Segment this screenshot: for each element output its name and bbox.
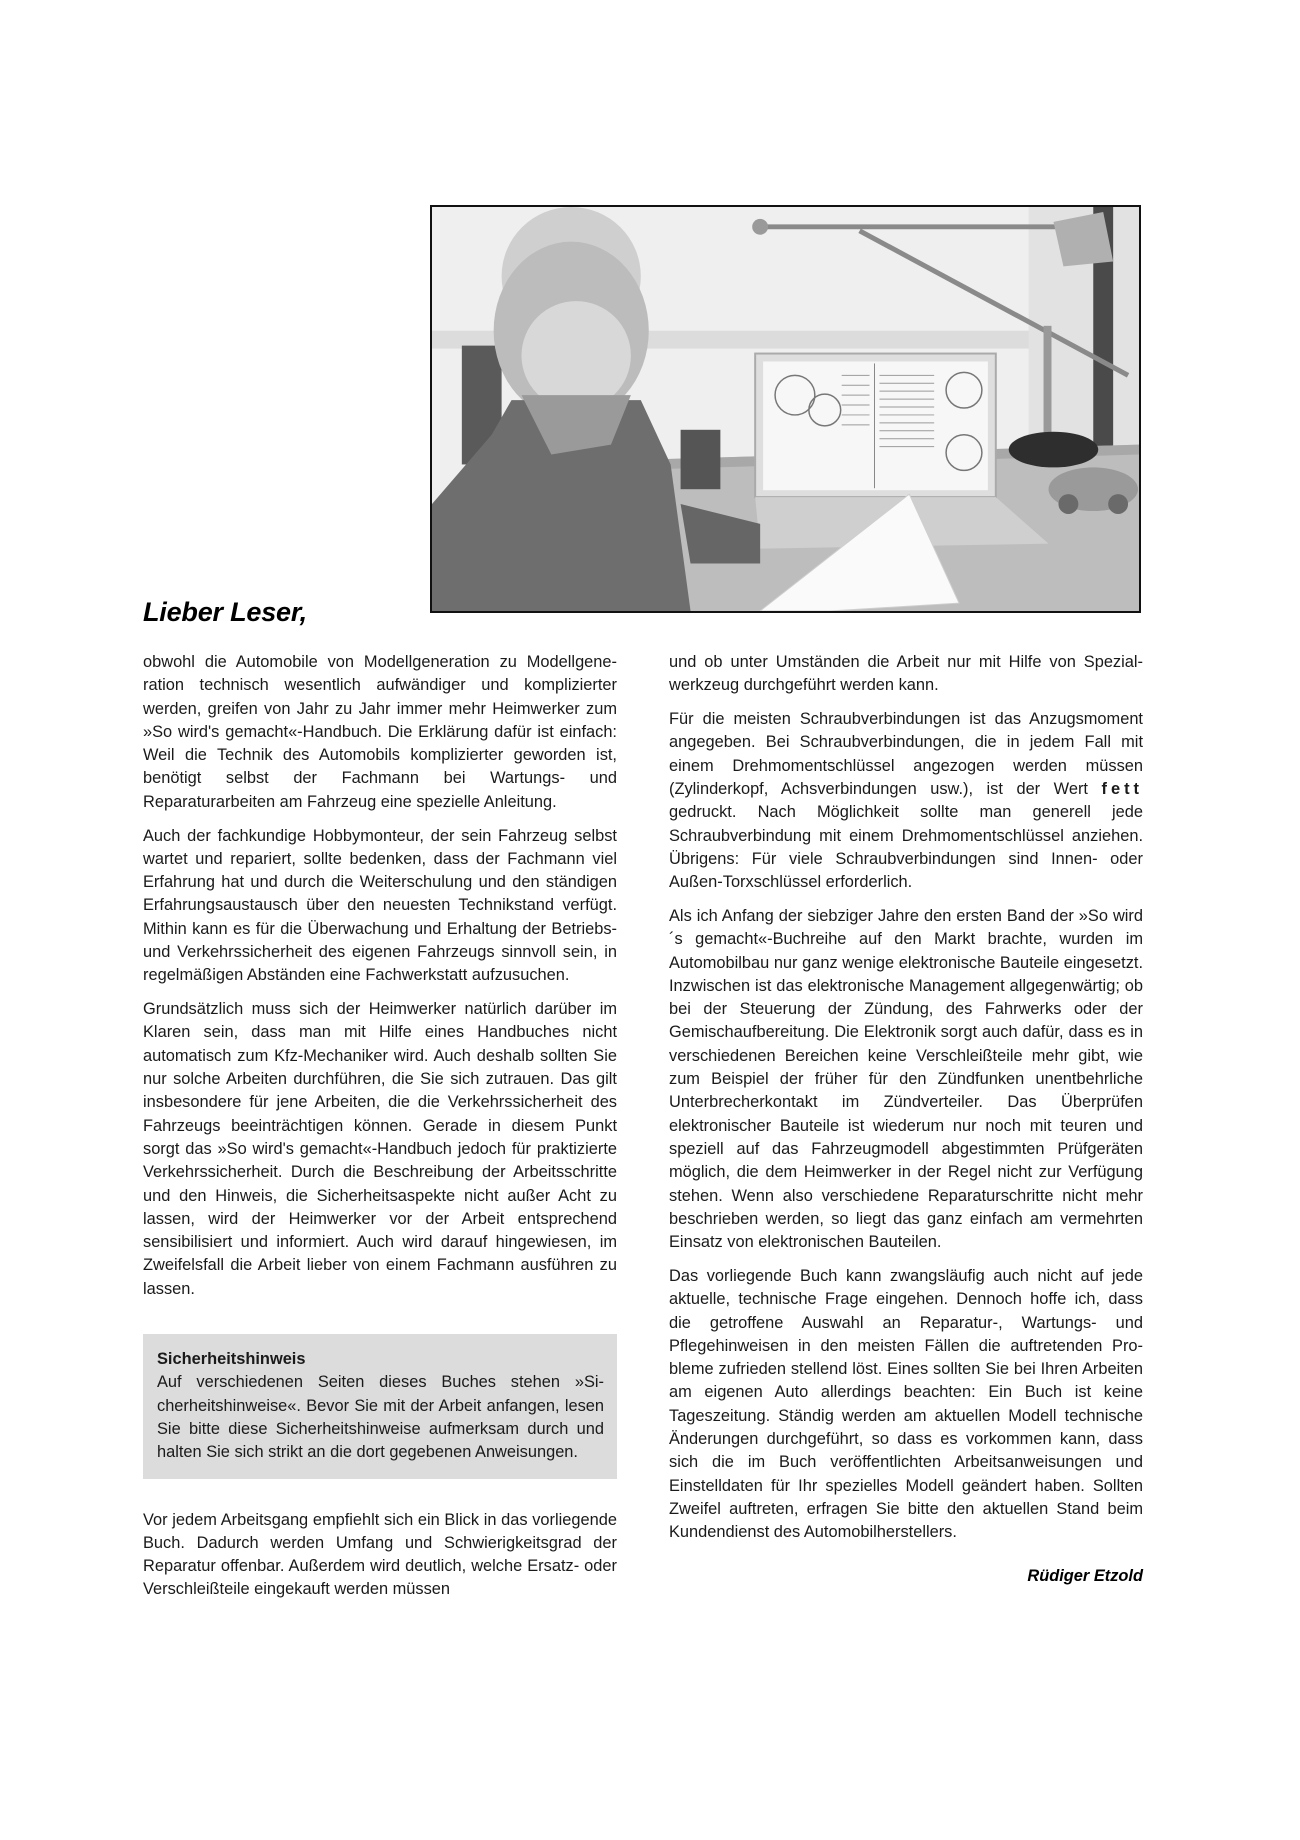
paragraph: obwohl die Automobile von Modellgeneration zu Modellgeneration technisch wesentlich aufwändiger und komplizierter werden, greifen von Jahr zu Jahr immer mehr Heimwerker zum »So wird's gemacht«-Handbuch. Die Erklärung dafür ist einfach: Weil die Technik des Automobils komplizierter geworden ist, benötigt selbst der Fachmann bei Wartungs- und Reparaturarbeiten am Fahrzeug eine spezielle Anleitung.	[143, 653, 617, 811]
bold-word-example: fett	[1101, 779, 1143, 798]
paragraph: Auch der fachkundige Hobbymonteur, der sein Fahrzeug selbst wartet und repariert, sollte bedenken, dass der Fachmann viel Erfahrung hat und durch die Weiterschulung und den ständigen Erfahrungsaustausch über den neuesten Technikstand verfügt. Mithin kann es für die Überwachung und Erhaltung der Betriebs- und Verkehrssicherheit des eigenen Fahrzeugs sinnvoll sein, in regelmäßigen Abständen eine Fachwerkstatt aufzusuchen.	[143, 826, 617, 985]
right-column	[669, 651, 1143, 1599]
author-signature: Rüdiger Etzold	[1027, 1567, 1143, 1586]
paragraph: Als ich Anfang der siebziger Jahre den ersten Band der »So wird´s gemacht«-Buchreihe auf den Markt brachte, wurden im Automobilbau nur ganz wenige elektronische Bauteile eingesetzt. Inzwischen ist das elektronische Management allgegenwärtig; ob bei der Steuerung der Zündung, des Fahrwerks oder der Gemischaufbereitung. Die Elektronik sorgt auch dafür, dass es in verschiedenen Bereichen keine Verschleißteile mehr gibt, wie zum Beispiel der früher für den Zündfunken unentbehrliche Unterbrecherkontakt im Zündverteiler. Das Überprüfen elektronischer Bauteile ist wiederum nur noch mit teuren und speziell auf das Fahrzeugmodell abgestimmten Prüfgeräten möglich, die dem Heimwerker in der Regel nicht zur Verfügung stehen. Wenn also verschiedene Reparaturschritte nicht mehr beschrieben werden, so liegt das ganz einfach am vermehrten Einsatz von elektronischen Bauteilen.	[669, 906, 1143, 1252]
author-photo-illustration	[432, 207, 1139, 611]
paragraph-torque	[669, 708, 1143, 894]
text-run: Für die meisten Schraubverbindungen ist das Anzugsmoment angegeben. Bei Schraubverbindungen, die in jedem Fall mit einem Drehmomentschlüssel angezogen werden müssen (Zylinderkopf, Achsverbindungen usw.), ist der Wert	[669, 710, 1143, 798]
paragraph: Das vorliegende Buch kann zwangsläufig auch nicht auf jede aktuelle, technische Frage eingehen. Dennoch hoffe ich, dass die getroffene Auswahl an Reparatur-, Wartungs- und Pflegehinweisen in den meisten Fällen die auftretenden Probleme zufrieden stellend löst. Eines sollten Sie bei Ihren Arbeiten am eigenen Auto allerdings beachten: Ein Buch ist keine Tageszeitung. Ständig werden am aktuellen Modell technische Änderungen durchgeführt, so dass es vorkommen kann, dass sich die im Buch veröffentlichten Arbeitsanweisungen und Einstelldaten für Ihr spezielles Modell geändert haben. Sollten Zweifel auftreten, erfragen Sie bitte den aktuellen Stand beim Kundendienst des Automobilherstellers.	[669, 1266, 1143, 1542]
safety-note-box	[143, 1334, 617, 1478]
letter-salutation: Lieber Leser,	[143, 597, 307, 627]
paragraph: und ob unter Umständen die Arbeit nur mit Hilfe von Spezialwerkzeug durchgeführt werden kann.	[669, 653, 1143, 695]
safety-note-title: Sicherheitshinweis	[157, 1350, 306, 1369]
paragraph: Grundsätzlich muss sich der Heimwerker natürlich darüber im Klaren sein, dass man mit Hilfe eines Handbuches nicht automatisch zum Kfz-Mechaniker wird. Auch deshalb sollten Sie nur solche Arbeiten durchführen, die Sie sich zutrauen. Das gilt insbesondere für jene Arbeiten, die die Verkehrssicherheit des Fahrzeugs beeinträchtigen können. Gerade in diesem Punkt sorgt das »So wird's gemacht«-Handbuch jedoch für praktizierte Verkehrssicherheit. Durch die Beschreibung der Arbeitsschritte und den Hinweis, die Sicherheitsaspekte nicht außer Acht zu lassen, wird der Heimwerker vor der Arbeit entsprechend sensibilisiert und informiert. Auch wird darauf hingewiesen, im Zweifelsfall die Arbeit lieber von einem Fachmann ausführen zu lassen.	[143, 1000, 617, 1298]
text-run: gedruckt. Nach Möglichkeit sollte man generell jede Schraubverbindung mit einem Drehmomentschlüssel anziehen. Übrigens: Für viele Schraubverbindungen sind Innen- oder Außen-Torxschlüssel erforderlich.	[669, 803, 1143, 892]
safety-note-body: Auf verschiedenen Seiten dieses Buches stehen »Sicherheitshinweise«. Bevor Sie mit der Arbeit anfangen, lesen Sie bitte diese Sicherheitshinweise aufmerksam durch und halten Sie sich strikt an die dort gegebenen Anweisungen.	[157, 1373, 604, 1462]
left-column	[143, 651, 617, 1612]
paragraph: Vor jedem Arbeitsgang empfiehlt sich ein Blick in das vorliegende Buch. Dadurch werden Umfang und Schwierigkeitsgrad der Reparatur offenbar. Außerdem wird deutlich, welche Ersatz- oder Verschleißteile eingekauft werden müssen	[143, 1510, 617, 1599]
author-photo	[430, 205, 1141, 613]
